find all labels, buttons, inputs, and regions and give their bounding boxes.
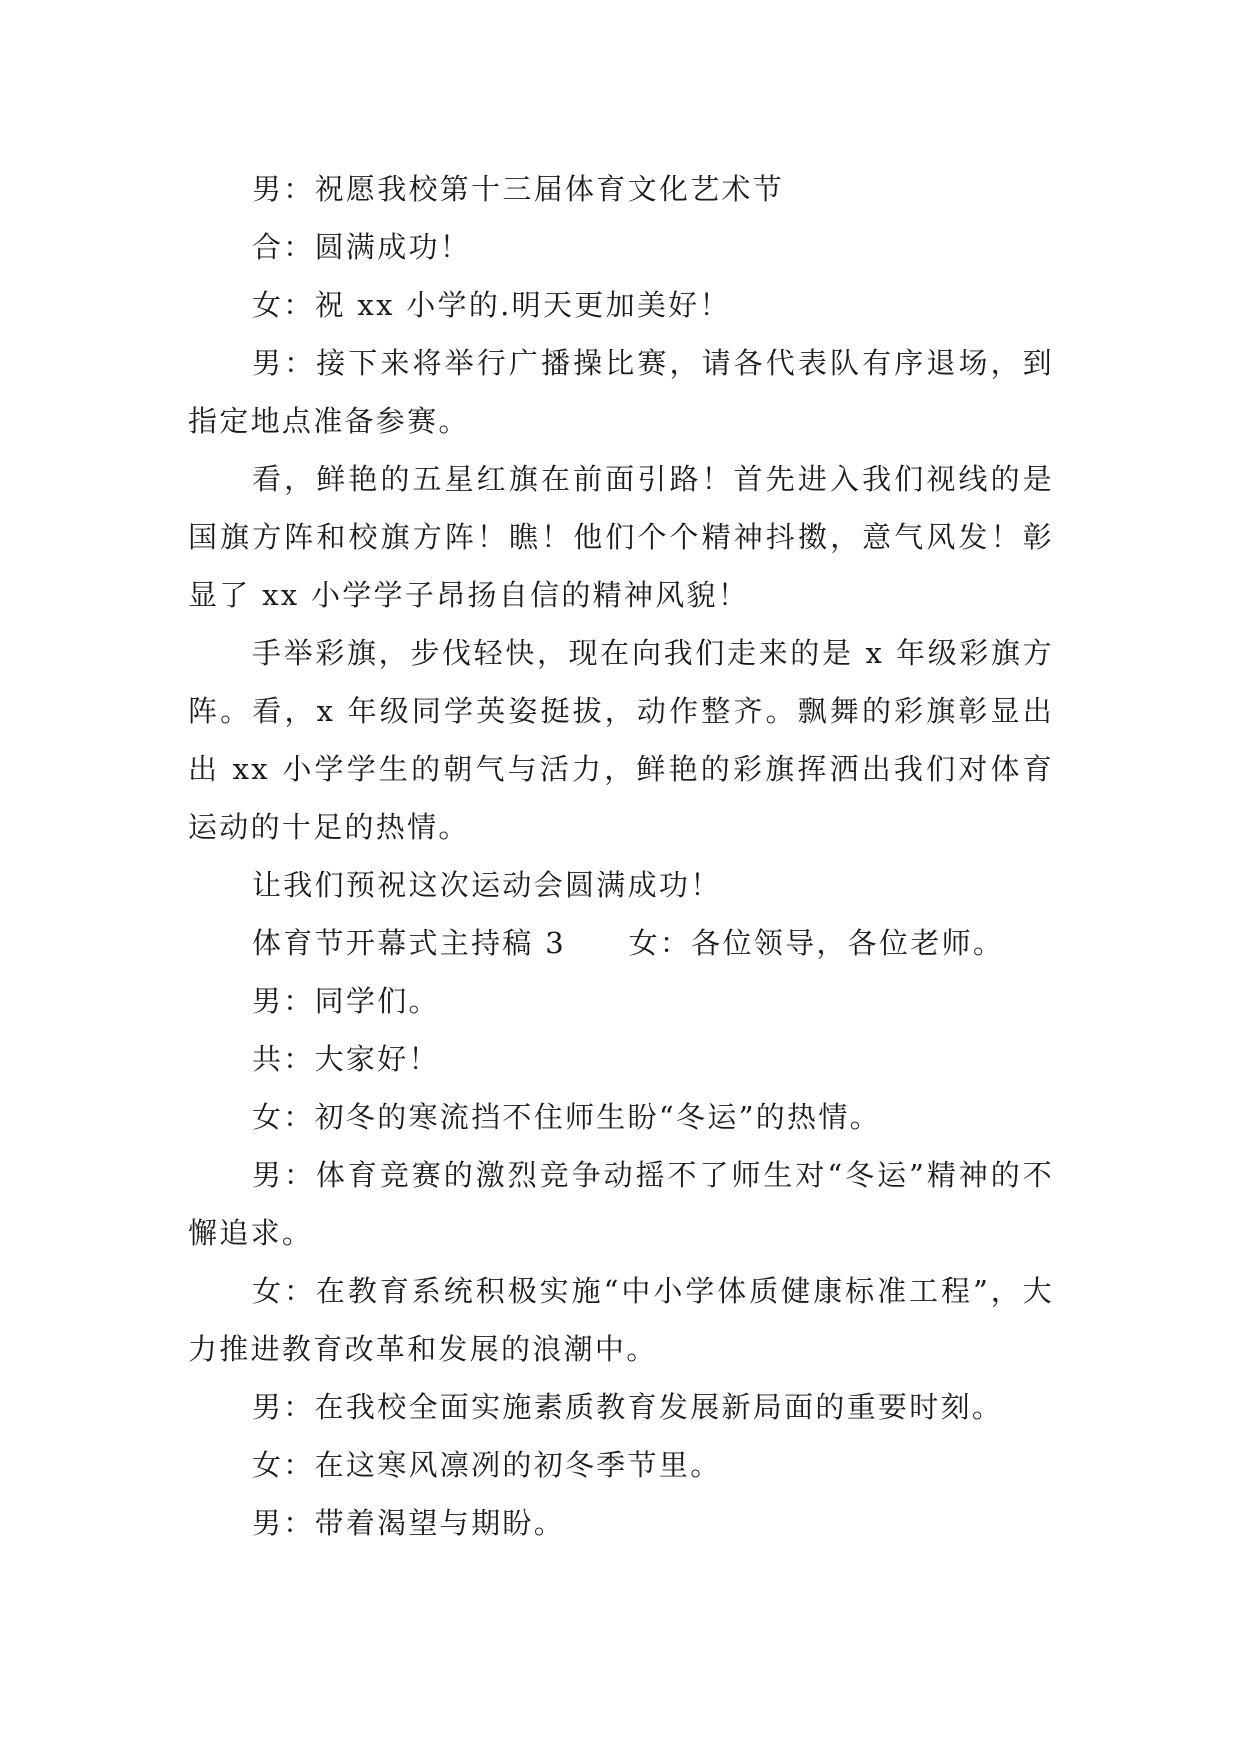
paragraph: 女：祝 xx 小学的.明天更加美好！ xyxy=(252,288,731,322)
paragraph: 男：接下来将举行广播操比赛，请各代表队有序退场，到指定地点准备参赛。 xyxy=(188,346,1054,438)
paragraph: 看，鲜艳的五星红旗在前面引路！首先进入我们视线的是国旗方阵和校旗方阵！瞧！他们个个精神抖擞，意气风发！彰显了 xx 小学学子昂扬自信的精神风貌！ xyxy=(188,462,1054,612)
paragraph: 体育节开幕式主持稿 3 女：各位领导，各位老师。 xyxy=(252,926,1005,960)
paragraph: 女：初冬的寒流挡不住师生盼“冬运”的热情。 xyxy=(252,1100,881,1134)
paragraph: 男：带着渴望与期盼。 xyxy=(252,1506,566,1540)
paragraph: 男：祝愿我校第十三届体育文化艺术节 xyxy=(252,172,785,206)
paragraph: 让我们预祝这次运动会圆满成功！ xyxy=(252,868,722,902)
paragraph: 女：在这寒风凛冽的初冬季节里。 xyxy=(252,1448,722,1482)
paragraph: 男：体育竞赛的激烈竞争动摇不了师生对“冬运”精神的不懈追求。 xyxy=(188,1158,1054,1250)
paragraph: 男：同学们。 xyxy=(252,984,440,1018)
paragraph: 手举彩旗，步伐轻快，现在向我们走来的是 x 年级彩旗方阵。看，x 年级同学英姿挺拔，动作整齐。飘舞的彩旗彰显出出 xx 小学学生的朝气与活力，鲜艳的彩旗挥洒出我们对体育运动的十足的热情。 xyxy=(188,636,1054,844)
paragraph: 男：在我校全面实施素质教育发展新局面的重要时刻。 xyxy=(252,1390,1004,1424)
paragraph: 合：圆满成功！ xyxy=(252,230,472,264)
paragraph: 共：大家好！ xyxy=(252,1042,440,1076)
paragraph: 女：在教育系统积极实施“中小学体质健康标准工程”，大力推进教育改革和发展的浪潮中。 xyxy=(188,1274,1054,1366)
document-body xyxy=(188,160,1054,1552)
